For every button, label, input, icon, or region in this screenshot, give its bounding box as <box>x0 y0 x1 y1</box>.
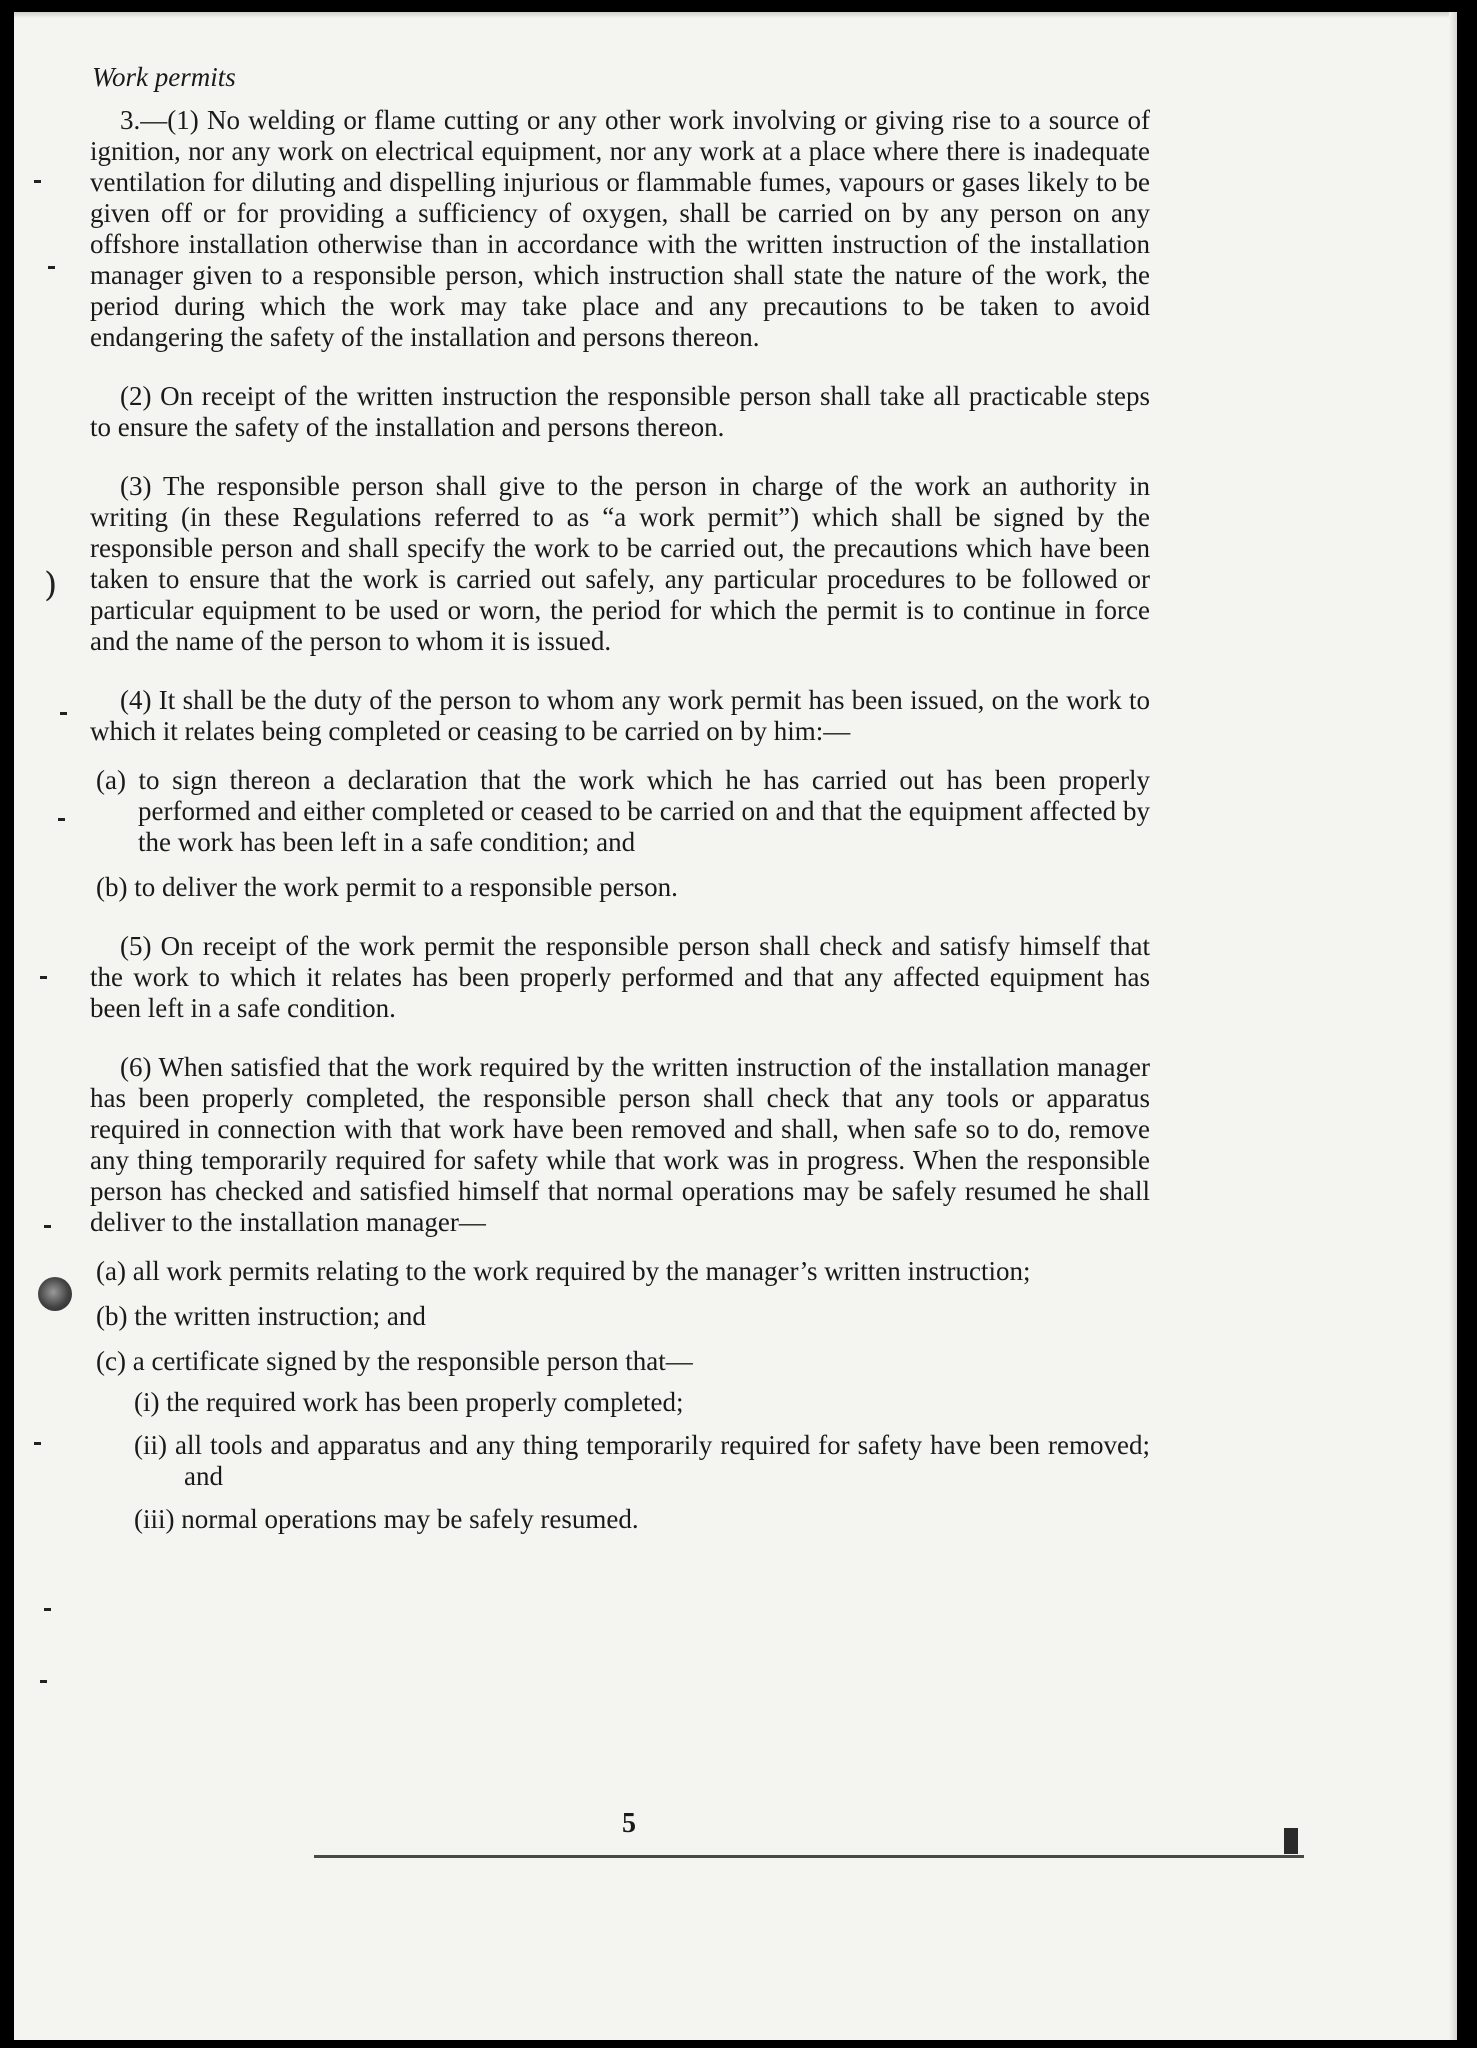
paragraph-3-6-c-ii: (ii) all tools and apparatus and any thing temporarily required for safety have been removed; and <box>134 1430 1150 1491</box>
scanned-page <box>14 12 1457 2040</box>
margin-tick <box>44 1225 51 1228</box>
paragraph-3-4-b: (b) to deliver the work permit to a responsible person. <box>96 872 678 902</box>
paragraph-3-3: (3) The responsible person shall give to the person in charge of the work an authority in writing (in these Regulations referred to as “a work permit”) which shall be signed by the responsible person and shall specify the work to be carried out, the precautions which have been taken to ensure that the work is carried out safely, any particular procedures to be followed or particular equipment to be used or worn, the period for which the permit is to continue in force and the name of the person to whom it is issued. <box>90 471 1150 656</box>
binder-hole <box>38 1277 72 1311</box>
page-number: 5 <box>622 1808 636 1839</box>
margin-tick <box>44 1608 51 1611</box>
paragraph-3-5: (5) On receipt of the work permit the responsible person shall check and satisfy himself that the work to which it relates has been properly performed and that any affected equipment has been left in a safe condition. <box>90 931 1150 1023</box>
paragraph-3-2: (2) On receipt of the written instruction the responsible person shall take all practicable steps to ensure the safety of the installation and persons thereon. <box>90 381 1150 442</box>
footer-corner-mark <box>1284 1828 1298 1854</box>
scan-edge-top <box>14 12 1457 18</box>
scan-edge-right <box>1449 12 1457 2040</box>
paragraph-3-4-a: (a) to sign thereon a declaration that the work which he has carried out has been properly performed and either completed or ceased to be carried on and that the equipment affected by the work has been left in a safe condition; and <box>96 765 1150 857</box>
margin-bracket-mark: ) <box>44 565 58 605</box>
paragraph-3-6: (6) When satisfied that the work required by the written instruction of the installation manager has been properly completed, the responsible person shall check that any tools or apparatus required in connection with that work have been removed and shall, when safe so to do, remove any thing temporarily required for safety while that work was in progress. When the responsible person has checked and satisfied himself that normal operations may be safely resumed he shall deliver to the installation manager— <box>90 1052 1150 1237</box>
margin-tick <box>34 180 41 183</box>
margin-tick <box>60 712 67 715</box>
paragraph-3-6-c: (c) a certificate signed by the responsible person that— <box>96 1346 693 1376</box>
paragraph-3-6-c-i: (i) the required work has been properly completed; <box>134 1387 684 1417</box>
paragraph-3-1: 3.—(1) No welding or flame cutting or any other work involving or giving rise to a source of ignition, nor any work on electrical equipment, nor any work at a place where there is inadequate ventilation for diluting and dispelling injurious or flammable fumes, vapours or gases likely to be given off or for providing a sufficiency of oxygen, shall be carried on by any person on any offshore installation otherwise than in accordance with the written instruction of the installation manager given to a responsible person, which instruction shall state the nature of the work, the period during which the work may take place and any precautions to be taken to avoid endangering the safety of the installation and persons thereon. <box>90 105 1150 352</box>
paragraph-3-4: (4) It shall be the duty of the person to whom any work permit has been issued, on the work to which it relates being completed or ceasing to be carried on by him:— <box>90 685 1150 746</box>
margin-tick <box>48 266 55 269</box>
paragraph-3-6-a: (a) all work permits relating to the work required by the manager’s written instruction; <box>96 1256 1031 1286</box>
margin-tick <box>34 1442 41 1445</box>
document-body <box>90 62 1150 1547</box>
paragraph-3-6-b: (b) the written instruction; and <box>96 1301 426 1331</box>
section-heading: Work permits <box>92 62 236 92</box>
margin-tick <box>58 818 65 821</box>
paragraph-3-6-c-iii: (iii) normal operations may be safely resumed. <box>134 1504 639 1534</box>
margin-tick <box>40 976 47 979</box>
margin-tick <box>40 1680 47 1683</box>
footer-rule <box>314 1855 1304 1858</box>
